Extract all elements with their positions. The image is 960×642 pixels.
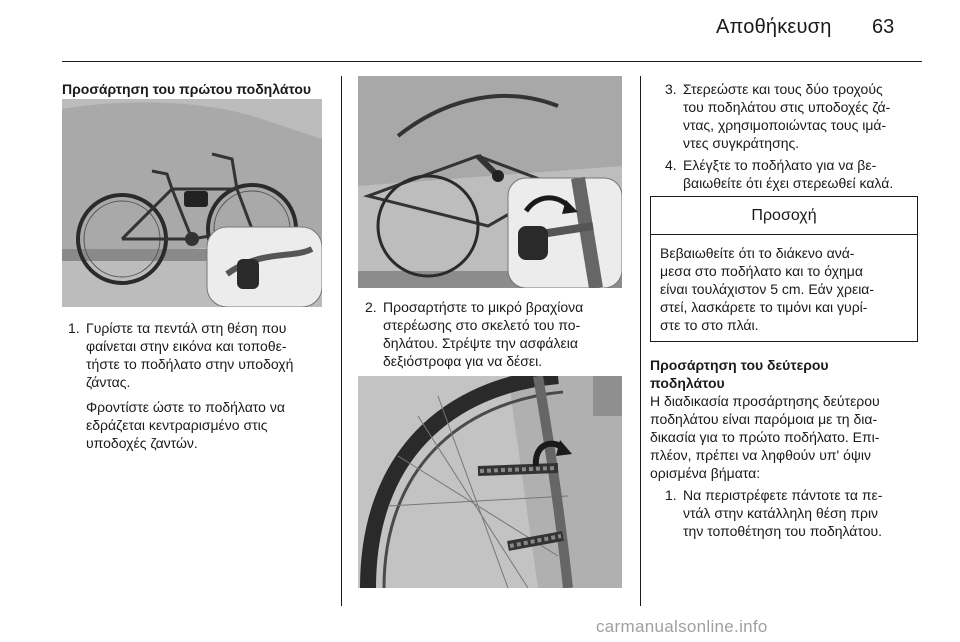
page-number: 63: [872, 16, 895, 38]
step-text: [683, 486, 882, 540]
step-line: Ελέγξτε το ποδήλατο για να βε‑: [683, 157, 877, 173]
step-line: δηλάτου. Στρέψτε την ασφάλεια: [383, 335, 578, 351]
watermark: carmanualsonline.info: [596, 617, 768, 636]
step-number: 2.: [365, 299, 377, 315]
step-3-wheel-straps: [665, 80, 925, 152]
section-heading-second-bike: [650, 356, 925, 392]
column-divider-1: [341, 76, 342, 606]
step-line: τήστε το ποδήλατο στην υποδοχή: [86, 356, 294, 372]
note-line: Φροντίστε ώστε το ποδήλατο να: [86, 399, 285, 415]
figure-mount-arm: [358, 76, 622, 288]
caution-line: είναι τουλάχιστον 5 cm. Εάν χρεια‑: [660, 281, 875, 297]
caution-line: στεί, λασκάρετε το τιμόνι και γυρί‑: [660, 299, 868, 315]
caution-line: μεσα στο ποδήλατο και το όχημα: [660, 263, 863, 279]
step-text: [683, 80, 890, 152]
step-line: ντάλ στην κατάλληλη θέση πριν: [683, 505, 879, 521]
caution-title: Προσοχή: [651, 197, 917, 235]
step-number: 4.: [665, 157, 677, 173]
page-header-title: Αποθήκευση: [716, 16, 832, 38]
step-line: του ποδηλάτου στις υποδοχές ζά‑: [683, 99, 891, 115]
step-1-first-bike: [68, 319, 338, 391]
section-heading-first-bike: Προσάρτηση του πρώτου ποδηλάτου: [62, 81, 312, 97]
column-divider-2: [640, 76, 641, 606]
figure-wheel-strap: [358, 376, 622, 588]
step-line: την τοποθέτηση του ποδηλάτου.: [683, 523, 883, 539]
step-1-note: [86, 398, 338, 452]
step-line: ντες συγκράτησης.: [683, 135, 800, 151]
paragraph-line: ορισμένα βήματα:: [650, 465, 761, 481]
header-divider: [62, 61, 922, 62]
step-4-check-bike: [665, 156, 925, 192]
step-line: Στερεώστε και τους δύο τροχούς: [683, 81, 883, 97]
paragraph-line: Η διαδικασία προσάρτησης δεύτερου: [650, 393, 880, 409]
heading-line: Προσάρτηση του δεύτερου: [650, 357, 829, 373]
bike-on-carrier-illustration: [62, 99, 322, 307]
step-2-mount-arm: [365, 298, 635, 370]
paragraph-line: πλέον, πρέπει να ληφθούν υπ' όψιν: [650, 447, 871, 463]
note-line: υποδοχές ζαντών.: [86, 435, 198, 451]
note-line: εδράζεται κεντραρισμένο στις: [86, 417, 268, 433]
step-text: [683, 156, 893, 192]
caution-line: στε το στο πλάι.: [660, 317, 759, 333]
step-line: ζάντας.: [86, 374, 131, 390]
step-number: 3.: [665, 81, 677, 97]
heading-line: ποδηλάτου: [650, 375, 725, 391]
step-line: φαίνεται στην εικόνα και τοποθε‑: [86, 338, 287, 354]
paragraph-line: ποδηλάτου είναι παρόμοια με τη δια‑: [650, 411, 878, 427]
step-text: [86, 319, 293, 391]
step-number: 1.: [665, 487, 677, 503]
step-line: στερέωσης στο σκελετό του πο‑: [383, 317, 581, 333]
step-line: Γυρίστε τα πεντάλ στη θέση που: [86, 320, 287, 336]
step-line: Να περιστρέφετε πάντοτε τα πε‑: [683, 487, 883, 503]
caution-text: [651, 235, 917, 334]
figure-first-bike: [62, 99, 322, 307]
step-line: ντας, χρησιμοποιώντας τους ιμά‑: [683, 117, 887, 133]
second-bike-paragraph: [650, 392, 930, 482]
step-line: βαιωθείτε ότι έχει στερεωθεί καλά.: [683, 175, 894, 191]
step-1-second-bike: [665, 486, 925, 540]
step-line: Προσαρτήστε το μικρό βραχίονα: [383, 299, 584, 315]
step-line: δεξιόστροφα για να δέσει.: [383, 353, 543, 369]
wheel-strap-illustration: [358, 376, 622, 588]
paragraph-line: δικασία για το πρώτο ποδήλατο. Επι‑: [650, 429, 880, 445]
mount-arm-illustration: [358, 76, 622, 288]
step-number: 1.: [68, 320, 80, 336]
caution-line: Βεβαιωθείτε ότι το διάκενο ανά‑: [660, 245, 855, 261]
caution-box: [650, 196, 918, 342]
step-text: [383, 298, 583, 370]
